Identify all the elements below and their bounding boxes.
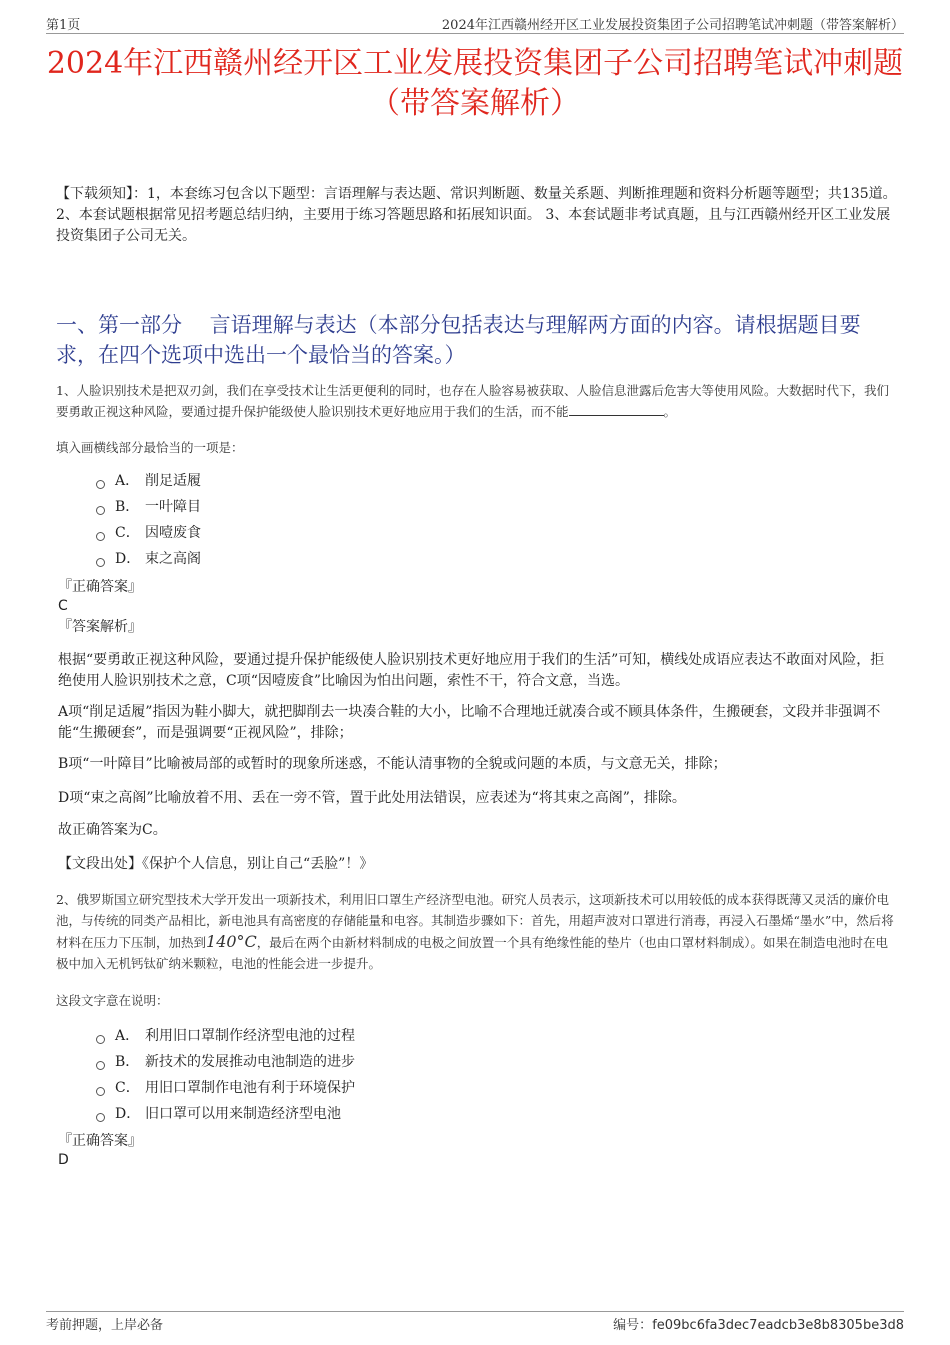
option-letter: A． (115, 1028, 140, 1044)
radio-icon[interactable] (96, 532, 105, 541)
option-a[interactable] (96, 468, 201, 494)
option-letter: D． (115, 551, 141, 567)
option-text: 因噎废食 (145, 525, 201, 541)
question-2-prompt: 这段文字意在说明： (56, 993, 169, 1008)
option-text: 利用旧口罩制作经济型电池的过程 (145, 1028, 355, 1044)
question-1-options (96, 468, 201, 572)
radio-icon[interactable] (96, 1087, 105, 1096)
header-divider (46, 33, 904, 34)
answer-value: C (58, 598, 68, 614)
option-c[interactable] (96, 520, 201, 546)
option-letter: C． (115, 525, 140, 541)
option-text: 削足适履 (145, 473, 201, 489)
header-doc-title: 2024年江西赣州经开区工业发展投资集团子公司招聘笔试冲刺题（带答案解析） (441, 18, 904, 33)
radio-icon[interactable] (96, 1061, 105, 1070)
footer-code-label: 编号： (613, 1318, 653, 1333)
radio-icon[interactable] (96, 558, 105, 567)
option-text: 新技术的发展推动电池制造的进步 (145, 1054, 355, 1070)
analysis-label: 『答案解析』 (58, 619, 142, 635)
option-d[interactable] (96, 546, 201, 572)
answer-label: 『正确答案』 (58, 1133, 142, 1149)
option-text: 用旧口罩制作电池有利于环境保护 (145, 1080, 355, 1096)
analysis-paragraph: A项“削足适履”指因为鞋小脚大，就把脚削去一块凑合鞋的大小，比喻不合理地迁就凑合或不顾具体条件，生搬硬套，文段并非强调不能“生搬硬套”，而是强调要“正视风险”，排除； (58, 704, 881, 741)
answer-label: 『正确答案』 (58, 579, 142, 595)
option-a[interactable] (96, 1023, 355, 1049)
option-d[interactable] (96, 1101, 355, 1127)
option-b[interactable] (96, 494, 201, 520)
option-text: 束之高阁 (145, 551, 201, 567)
option-letter: C． (115, 1080, 140, 1096)
fill-blank (569, 403, 664, 416)
analysis-paragraph: B项“一叶障目”比喻被局部的或暂时的现象所迷惑，不能认清事物的全貌或问题的本质，与文意无关，排除； (58, 756, 727, 772)
temperature-value: 140°C (206, 932, 257, 951)
radio-icon[interactable] (96, 480, 105, 489)
analysis-paragraph: 故正确答案为C。 (58, 822, 167, 838)
option-text: 一叶障目 (145, 499, 201, 515)
source-note: 【文段出处】《保护个人信息，别让自己“丢脸”！》 (58, 856, 374, 872)
footer-code-value: fe09bc6fa3dec7eadcb3e8b8305be3d8 (652, 1318, 904, 1333)
radio-icon[interactable] (96, 506, 105, 515)
analysis-paragraph: D项“束之高阁”比喻放着不用、丢在一旁不管，置于此处用法错误，应表述为“将其束之高阁”，排除。 (58, 790, 686, 806)
option-letter: D． (115, 1106, 141, 1122)
answer-value: D (58, 1152, 69, 1168)
question-1-stem-text: 1、人脸识别技术是把双刃剑，我们在享受技术让生活更便利的同时，也存在人脸容易被获取、人脸信息泄露后危害大等使用风险。大数据时代下，我们要勇敢正视这种风险，要通过提升保护能级使人脸识别技术更好地应用于我们的生活，而不能 (56, 383, 889, 419)
radio-icon[interactable] (96, 1035, 105, 1044)
option-c[interactable] (96, 1075, 355, 1101)
analysis-paragraph: 根据“要勇敢正视这种风险，要通过提升保护能级使人脸识别技术更好地应用于我们的生活”可知，横线处成语应表达不敢面对风险，拒绝使用人脸识别技术之意，C项“因噎废食”比喻因为怕出问题，索性不干，符合文意，当选。 (58, 652, 885, 689)
footer-divider (46, 1311, 904, 1312)
question-2-stem-text: 2、俄罗斯国立研究型技术大学开发出一项新技术，利用旧口罩生产经济型电池。研究人员表示，这项新技术可以用较低的成本获得既薄又灵活的廉价电池，与传统的同类产品相比，新电池具有高密度的存储能量和电容。其制造步骤如下：首先，用超声波对口罩进行消毒，再浸入石墨烯“墨水”中，然后将材料在压力下压制，加热到 (56, 892, 894, 950)
footer-code (613, 1314, 904, 1333)
section-title: 一、第一部分 言语理解与表达（本部分包括表达与理解两方面的内容。请根据题目要求，在四个选项中选出一个最恰当的答案。） (56, 313, 861, 367)
page-number: 第1页 (46, 18, 81, 33)
option-letter: B． (115, 499, 140, 515)
option-text: 旧口罩可以用来制造经济型电池 (145, 1106, 341, 1122)
question-1-stem-end: 。 (663, 404, 677, 419)
question-2-options (96, 1023, 355, 1127)
radio-icon[interactable] (96, 1113, 105, 1122)
page-title: 2024年江西赣州经开区工业发展投资集团子公司招聘笔试冲刺题（带答案解析） (46, 46, 904, 121)
download-notice: 【下载须知】：1，本套练习包含以下题型：言语理解与表达题、常识判断题、数量关系题、判断推理题和资料分析题等题型；共135道。 2、本套试题根据常见招考题总结归纳，主要用于练习答题思路和拓展知识面。 3、本套试题非考试真题，且与江西赣州经开区工业发展投资集团子公司无关。 (56, 186, 897, 244)
question-2-stem-end: ，最后在两个由新材料制成的电极之间放置一个具有绝缘性能的垫片（也由口罩材料制成）。如果在制造电池时在电极中加入无机钙钛矿纳米颗粒，电池的性能会进一步提升。 (56, 935, 889, 971)
question-1-stem (56, 380, 898, 422)
question-2-stem (56, 889, 898, 974)
footer-slogan: 考前押题，上岸必备 (46, 1318, 164, 1333)
question-1-prompt: 填入画横线部分最恰当的一项是： (56, 440, 244, 455)
option-b[interactable] (96, 1049, 355, 1075)
option-letter: A． (115, 473, 140, 489)
option-letter: B． (115, 1054, 140, 1070)
